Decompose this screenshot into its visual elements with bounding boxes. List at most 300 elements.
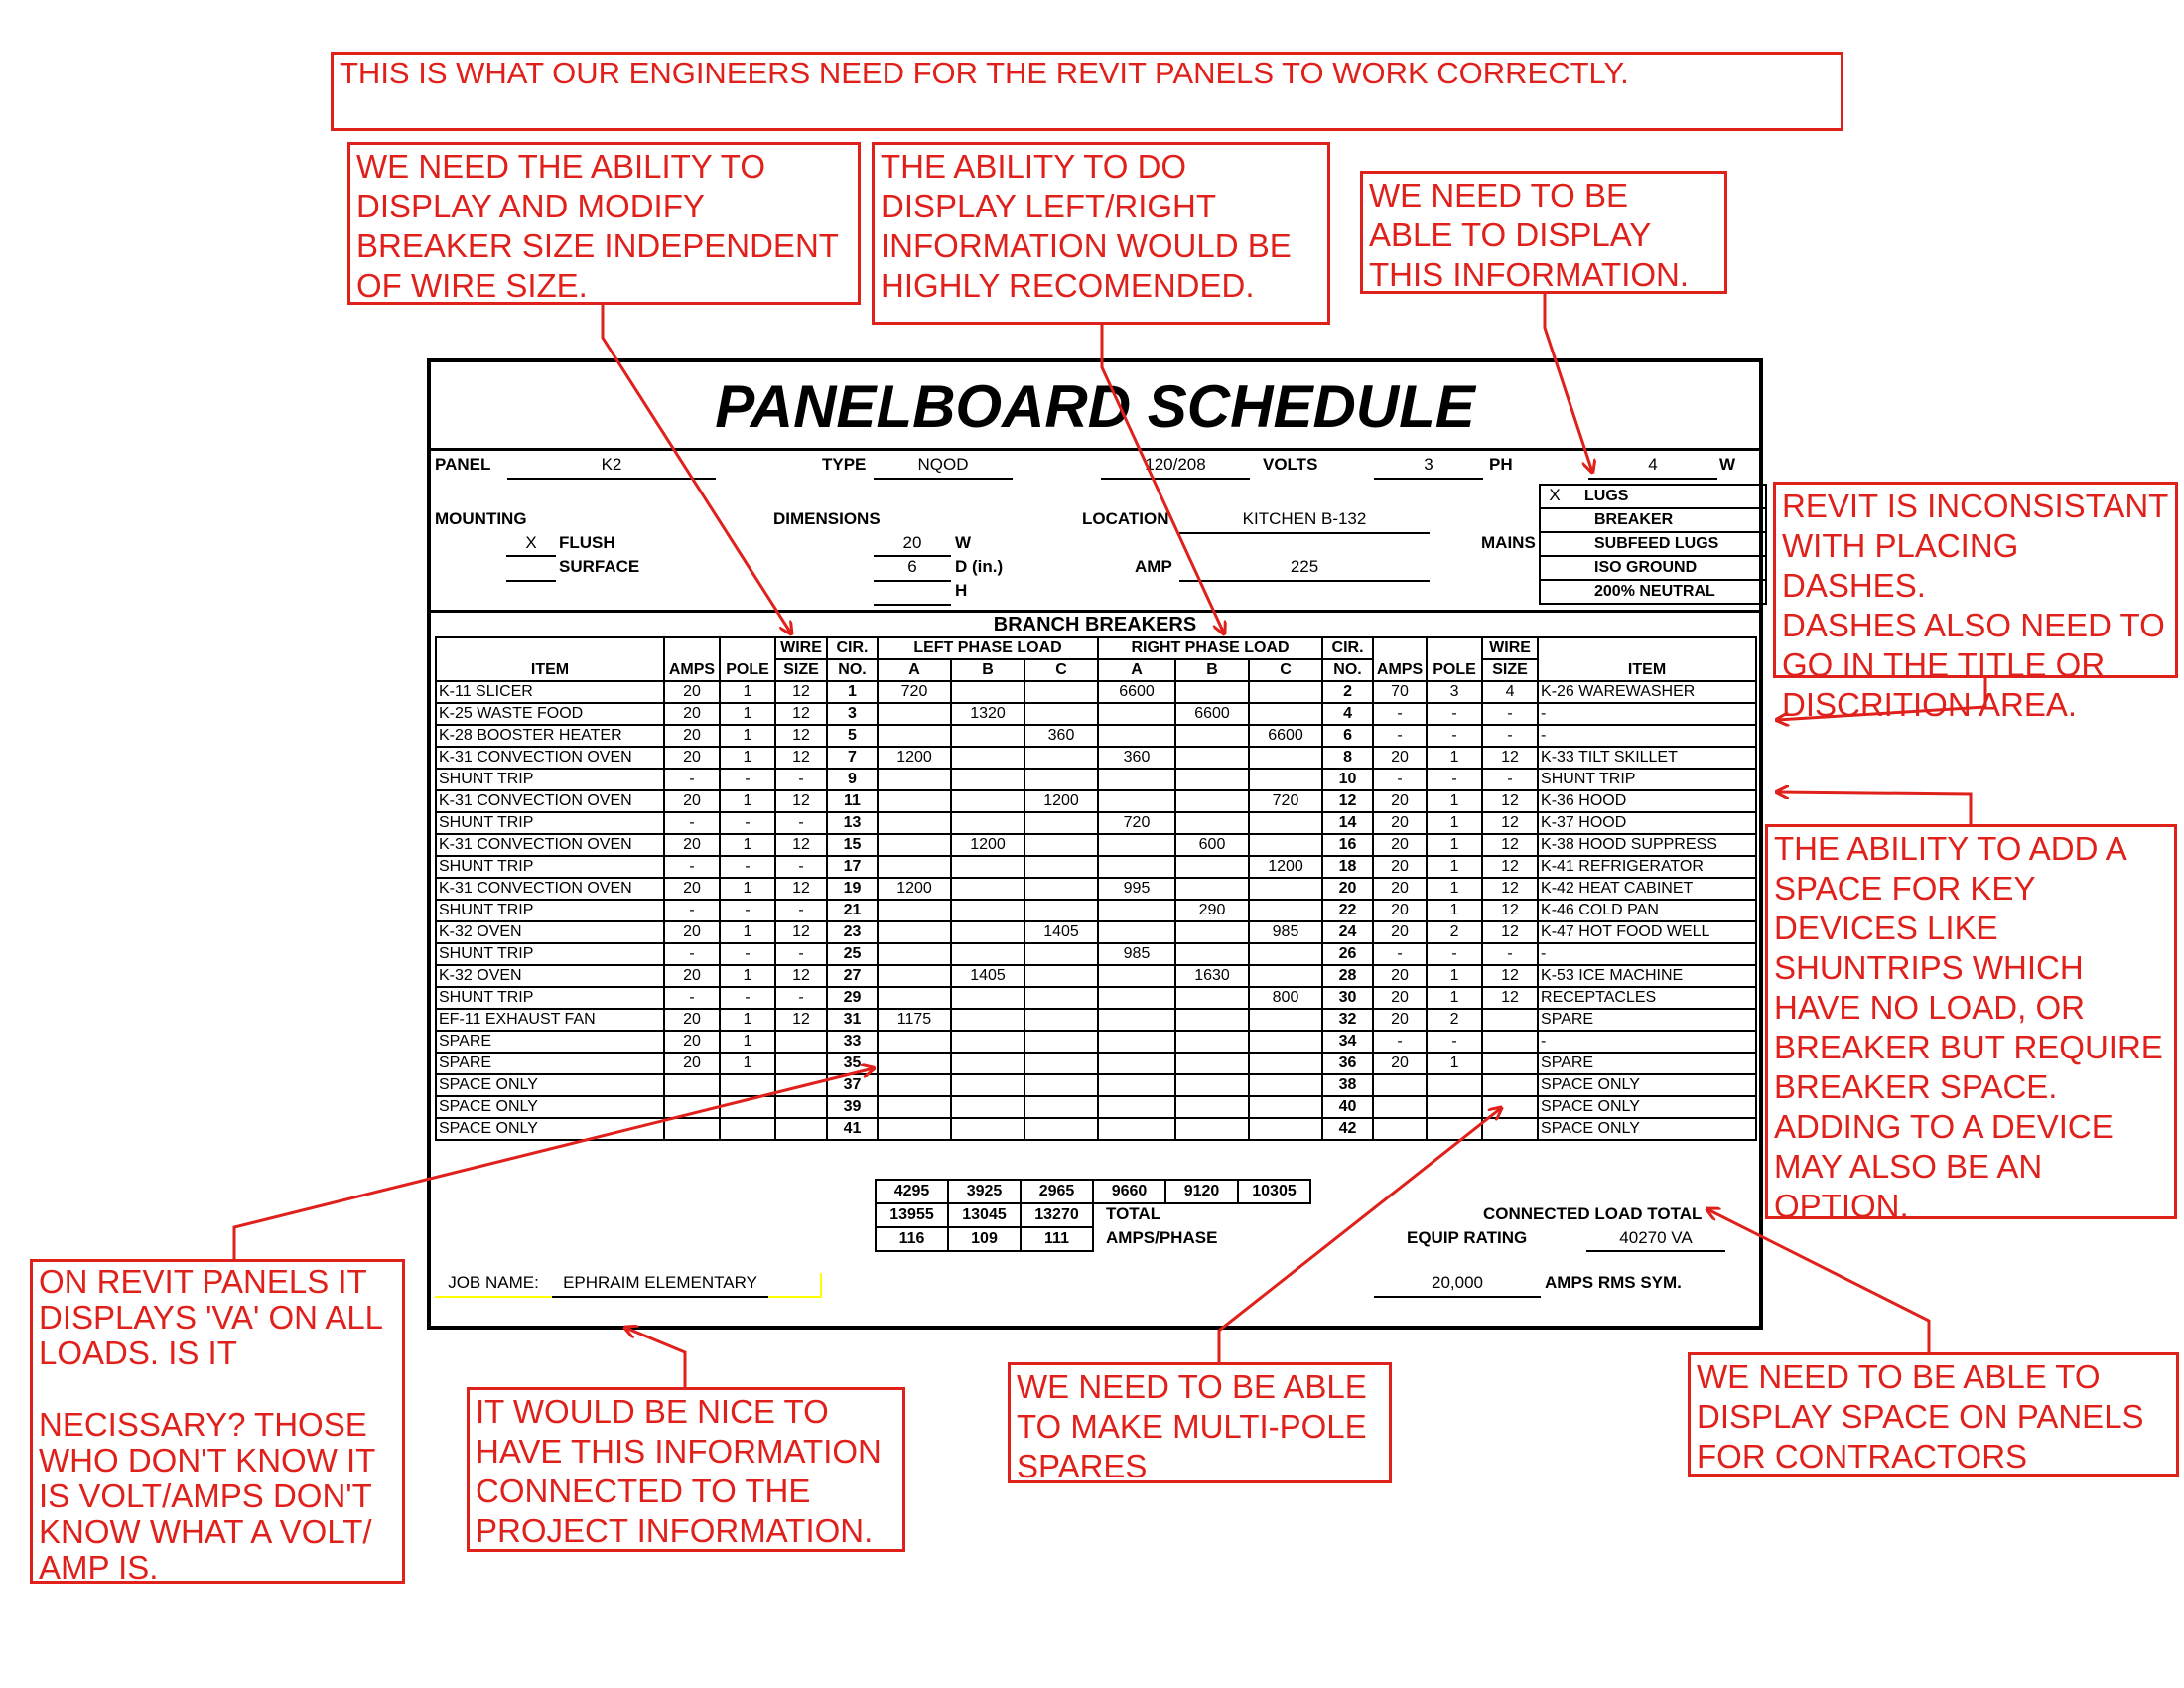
cell-item-left: K-11 SLICER: [436, 681, 664, 703]
cell-item-right: -: [1538, 943, 1756, 965]
cell-amps-left: -: [664, 943, 720, 965]
cell-wire-right: -: [1482, 703, 1538, 725]
col-wire-left: WIRE: [775, 637, 827, 659]
arrow-multipole: [1219, 1108, 1501, 1362]
total-a: 13955: [876, 1203, 948, 1227]
cell-amps-left: 20: [664, 747, 720, 769]
cell-pole-right: -: [1427, 769, 1482, 790]
cell-wire-left: -: [775, 812, 827, 834]
cell-amps-right: -: [1373, 769, 1427, 790]
cell-cir-left: 19: [827, 878, 878, 900]
mains-option-200-neutral: 200% NEUTRAL: [1594, 583, 1715, 600]
cell-wire-left: 12: [775, 790, 827, 812]
cell-pole-left: 1: [720, 703, 775, 725]
cell-wire-left: -: [775, 943, 827, 965]
cell-amps-left: 20: [664, 1053, 720, 1074]
cell-pole-right: 1: [1427, 987, 1482, 1009]
cell-cir-left: 41: [827, 1118, 878, 1140]
cell-amps-right: 20: [1373, 965, 1427, 987]
cell-item-right: RECEPTACLES: [1538, 987, 1756, 1009]
cell-pole-right: 1: [1427, 812, 1482, 834]
arrow-dashes: [1777, 678, 1985, 720]
cell-cir-left: 7: [827, 747, 878, 769]
cell-item-right: K-26 WAREWASHER: [1538, 681, 1756, 703]
cell-wire-right: 12: [1482, 900, 1538, 921]
cell-item-left: SHUNT TRIP: [436, 943, 664, 965]
cell-pole-left: 1: [720, 834, 775, 856]
cell-amps-left: 20: [664, 1009, 720, 1031]
cell-cir-right: 40: [1322, 1096, 1373, 1118]
cell-item-right: K-33 TILT SKILLET: [1538, 747, 1756, 769]
cell-wire-left: -: [775, 987, 827, 1009]
cell-amps-left: -: [664, 900, 720, 921]
cell-right-c: 800: [1249, 987, 1322, 1009]
cell-item-right: SPACE ONLY: [1538, 1096, 1756, 1118]
cell-amps-left: 20: [664, 1031, 720, 1053]
cell-amps-left: 20: [664, 703, 720, 725]
mains-mark: X: [1549, 486, 1561, 504]
col-pole-right: POLE: [1427, 637, 1482, 681]
cell-wire-left: 12: [775, 747, 827, 769]
cell-amps-right: -: [1373, 1031, 1427, 1053]
job-name-value: EPHRAIM ELEMENTARY: [563, 1273, 757, 1292]
cell-amps-left: 20: [664, 921, 720, 943]
col-left-phase-load: LEFT PHASE LOAD: [878, 637, 1098, 659]
cell-cir-left: 39: [827, 1096, 878, 1118]
cell-amps-right: 20: [1373, 1009, 1427, 1031]
cell-cir-left: 25: [827, 943, 878, 965]
cell-wire-left: 12: [775, 725, 827, 747]
cell-left-a: 1200: [878, 878, 951, 900]
cell-amps-left: 20: [664, 834, 720, 856]
cell-amps-right: 20: [1373, 987, 1427, 1009]
cell-cir-left: 33: [827, 1031, 878, 1053]
cell-left-b: 1320: [951, 703, 1024, 725]
col-cir-left: CIR.: [827, 637, 878, 659]
cell-pole-left: 1: [720, 1009, 775, 1031]
cell-pole-left: -: [720, 812, 775, 834]
cell-amps-left: -: [664, 987, 720, 1009]
cell-cir-left: 35: [827, 1053, 878, 1074]
cell-pole-left: 1: [720, 725, 775, 747]
cell-item-right: -: [1538, 703, 1756, 725]
cell-item-right: -: [1538, 725, 1756, 747]
cell-right-b: 6600: [1175, 703, 1249, 725]
total-right-a: 9660: [1093, 1180, 1165, 1203]
cell-item-left: SPARE: [436, 1053, 664, 1074]
note-multipole: WE NEED TO BE ABLE TO MAKE MULTI-POLE SPARES: [1008, 1362, 1392, 1483]
cell-wire-left: -: [775, 769, 827, 790]
cell-left-c: 1405: [1024, 921, 1098, 943]
col-size-left: SIZE: [775, 659, 827, 681]
cell-pole-left: 1: [720, 1031, 775, 1053]
cell-wire-left: 12: [775, 1009, 827, 1031]
note-project-info: IT WOULD BE NICE TO HAVE THIS INFORMATION CONNECTED TO THE PROJECT INFORMATION.: [467, 1387, 905, 1552]
cell-item-right: SPACE ONLY: [1538, 1074, 1756, 1096]
cell-wire-left: 12: [775, 965, 827, 987]
cell-right-b: 290: [1175, 900, 1249, 921]
cell-pole-right: 1: [1427, 790, 1482, 812]
cell-wire-left: -: [775, 856, 827, 878]
cell-right-a: 6600: [1098, 681, 1175, 703]
cell-cir-left: 1: [827, 681, 878, 703]
total-c: 13270: [1021, 1203, 1093, 1227]
arrow-project: [625, 1328, 685, 1387]
cell-cir-right: 2: [1322, 681, 1373, 703]
cell-cir-right: 22: [1322, 900, 1373, 921]
cell-cir-right: 34: [1322, 1031, 1373, 1053]
mains-label: MAINS: [1481, 533, 1536, 552]
cell-pole-right: 2: [1427, 921, 1482, 943]
cell-cir-left: 3: [827, 703, 878, 725]
cell-item-left: EF-11 EXHAUST FAN: [436, 1009, 664, 1031]
cell-wire-right: -: [1482, 725, 1538, 747]
cell-cir-left: 11: [827, 790, 878, 812]
cell-item-left: SPARE: [436, 1031, 664, 1053]
cell-amps-right: 20: [1373, 834, 1427, 856]
cell-item-right: K-46 COLD PAN: [1538, 900, 1756, 921]
cell-amps-left: 20: [664, 681, 720, 703]
col-right-a: A: [1098, 659, 1175, 681]
volts-value: 120/208: [1145, 455, 1206, 474]
cell-item-left: SPACE ONLY: [436, 1074, 664, 1096]
cell-right-b: 600: [1175, 834, 1249, 856]
job-name-label: JOB NAME:: [448, 1273, 539, 1292]
mains-option-iso-ground: ISO GROUND: [1541, 557, 1765, 581]
location-label: LOCATION: [1082, 509, 1169, 528]
type-label: TYPE: [822, 455, 867, 474]
cell-right-c: 985: [1249, 921, 1322, 943]
col-no-left: NO.: [827, 659, 878, 681]
cell-wire-right: 12: [1482, 878, 1538, 900]
cell-item-right: K-42 HEAT CABINET: [1538, 878, 1756, 900]
cell-item-left: SHUNT TRIP: [436, 812, 664, 834]
cell-cir-left: 21: [827, 900, 878, 921]
cell-wire-right: 12: [1482, 965, 1538, 987]
cell-pole-left: 1: [720, 878, 775, 900]
cell-amps-right: 70: [1373, 681, 1427, 703]
cell-item-right: K-37 HOOD: [1538, 812, 1756, 834]
rms-label: AMPS RMS SYM.: [1545, 1273, 1682, 1292]
cell-cir-right: 12: [1322, 790, 1373, 812]
dim-d-value: 6: [907, 557, 917, 576]
flush-mark: X: [525, 533, 537, 552]
cell-pole-left: -: [720, 987, 775, 1009]
cell-pole-right: 1: [1427, 747, 1482, 769]
total-right-b: 9120: [1165, 1180, 1238, 1203]
cell-item-right: K-38 HOOD SUPPRESS: [1538, 834, 1756, 856]
cell-amps-right: 20: [1373, 921, 1427, 943]
cell-left-a: 1175: [878, 1009, 951, 1031]
cell-pole-right: 1: [1427, 965, 1482, 987]
cell-pole-right: -: [1427, 1031, 1482, 1053]
cell-amps-right: 20: [1373, 856, 1427, 878]
arrow-va: [234, 1068, 874, 1259]
cell-pole-right: 2: [1427, 1009, 1482, 1031]
cell-item-left: K-31 CONVECTION OVEN: [436, 747, 664, 769]
cell-pole-left: 1: [720, 921, 775, 943]
cell-item-right: SPARE: [1538, 1009, 1756, 1031]
cell-pole-left: -: [720, 856, 775, 878]
cell-wire-right: 12: [1482, 987, 1538, 1009]
cell-cir-right: 28: [1322, 965, 1373, 987]
cell-item-left: SPACE ONLY: [436, 1096, 664, 1118]
cell-cir-right: 36: [1322, 1053, 1373, 1074]
arrow-space: [1707, 1209, 1929, 1352]
cell-left-b: 1200: [951, 834, 1024, 856]
cell-pole-right: -: [1427, 725, 1482, 747]
note-display-info: WE NEED TO BE ABLE TO DISPLAY THIS INFORMATION.: [1360, 171, 1727, 294]
cell-cir-left: 9: [827, 769, 878, 790]
cell-pole-left: 1: [720, 965, 775, 987]
wire-value: 4: [1648, 455, 1658, 474]
mains-option-breaker: BREAKER: [1541, 509, 1765, 533]
cell-amps-right: 20: [1373, 878, 1427, 900]
cell-left-b: 1405: [951, 965, 1024, 987]
col-left-c: C: [1024, 659, 1098, 681]
col-amps-left: AMPS: [664, 637, 720, 681]
rms-value: 20,000: [1432, 1273, 1483, 1292]
cell-item-right: K-41 REFRIGERATOR: [1538, 856, 1756, 878]
cell-cir-right: 32: [1322, 1009, 1373, 1031]
col-right-c: C: [1249, 659, 1322, 681]
amps-phase-a: 116: [876, 1227, 948, 1251]
col-no-right: NO.: [1322, 659, 1373, 681]
cell-item-right: SPARE: [1538, 1053, 1756, 1074]
note-dashes: REVIT IS INCONSISTANT WITH PLACING DASHES. DASHES ALSO NEED TO GO IN THE TITLE OR DISCRITION AREA.: [1773, 482, 2178, 678]
cell-item-right: K-47 HOT FOOD WELL: [1538, 921, 1756, 943]
cell-item-left: SHUNT TRIP: [436, 987, 664, 1009]
flush-label: FLUSH: [559, 533, 615, 552]
cell-wire-right: 12: [1482, 747, 1538, 769]
total-left-c: 2965: [1021, 1180, 1093, 1203]
col-item-left: ITEM: [436, 637, 664, 681]
amp-label: AMP: [1135, 557, 1172, 576]
amps-phase-label: AMPS/PHASE: [1106, 1228, 1218, 1247]
cell-right-a: 360: [1098, 747, 1175, 769]
cell-wire-left: 12: [775, 921, 827, 943]
cell-left-a: 1200: [878, 747, 951, 769]
col-item-right: ITEM: [1538, 637, 1756, 681]
cell-amps-right: 20: [1373, 1053, 1427, 1074]
cell-wire-right: 12: [1482, 921, 1538, 943]
cell-cir-right: 6: [1322, 725, 1373, 747]
total-left-b: 3925: [948, 1180, 1021, 1203]
equip-rating-label: EQUIP RATING: [1407, 1228, 1528, 1247]
cell-cir-right: 10: [1322, 769, 1373, 790]
volts-label: VOLTS: [1263, 455, 1318, 474]
cell-cir-left: 17: [827, 856, 878, 878]
mains-option-subfeed-lugs: SUBFEED LUGS: [1541, 533, 1765, 557]
cell-pole-left: 1: [720, 1053, 775, 1074]
total-label: TOTAL: [1106, 1204, 1161, 1223]
cell-item-right: K-53 ICE MACHINE: [1538, 965, 1756, 987]
location-value: KITCHEN B-132: [1242, 509, 1367, 528]
cell-cir-right: 30: [1322, 987, 1373, 1009]
dim-w-value: 20: [902, 533, 922, 552]
amps-phase-b: 109: [948, 1227, 1021, 1251]
dim-h-label: H: [955, 581, 968, 600]
cell-wire-left: -: [775, 900, 827, 921]
connected-load-value: 40270 VA: [1619, 1228, 1693, 1247]
cell-item-left: K-31 CONVECTION OVEN: [436, 790, 664, 812]
cell-wire-right: 12: [1482, 812, 1538, 834]
cell-cir-left: 37: [827, 1074, 878, 1096]
cell-pole-right: 3: [1427, 681, 1482, 703]
surface-label: SURFACE: [559, 557, 640, 576]
panel-value: K2: [601, 455, 622, 474]
cell-cir-left: 15: [827, 834, 878, 856]
cell-pole-left: -: [720, 943, 775, 965]
dim-w-label: W: [955, 533, 972, 552]
cell-wire-right: -: [1482, 769, 1538, 790]
cell-left-c: 1200: [1024, 790, 1098, 812]
cell-item-left: SPACE ONLY: [436, 1118, 664, 1140]
cell-amps-left: 20: [664, 878, 720, 900]
cell-amps-left: 20: [664, 725, 720, 747]
cell-left-a: 720: [878, 681, 951, 703]
cell-right-a: 720: [1098, 812, 1175, 834]
cell-item-left: K-31 CONVECTION OVEN: [436, 834, 664, 856]
cell-cir-right: 26: [1322, 943, 1373, 965]
cell-wire-right: 12: [1482, 790, 1538, 812]
col-right-phase-load: RIGHT PHASE LOAD: [1098, 637, 1322, 659]
cell-wire-right: 4: [1482, 681, 1538, 703]
cell-cir-left: 31: [827, 1009, 878, 1031]
col-pole-left: POLE: [720, 637, 775, 681]
cell-right-c: 720: [1249, 790, 1322, 812]
cell-right-b: 1630: [1175, 965, 1249, 987]
cell-cir-right: 38: [1322, 1074, 1373, 1096]
total-right-c: 10305: [1238, 1180, 1310, 1203]
total-b: 13045: [948, 1203, 1021, 1227]
connected-load-label: CONNECTED LOAD TOTAL: [1483, 1204, 1703, 1223]
cell-pole-left: 1: [720, 790, 775, 812]
cell-item-right: SHUNT TRIP: [1538, 769, 1756, 790]
phase-label: PH: [1489, 455, 1513, 474]
cell-pole-left: -: [720, 769, 775, 790]
cell-amps-left: -: [664, 856, 720, 878]
cell-cir-left: 23: [827, 921, 878, 943]
note-breaker-size: WE NEED THE ABILITY TO DISPLAY AND MODIFY BREAKER SIZE INDEPENDENT OF WIRE SIZE.: [347, 142, 861, 305]
note-key-devices: THE ABILITY TO ADD A SPACE FOR KEY DEVICES LIKE SHUNTRIPS WHICH HAVE NO LOAD, OR BREAKER BUT REQUIRE BREAKER SPACE. ADDING TO A DEVICE MAY ALSO BE AN OPTION.: [1765, 824, 2177, 1219]
cell-cir-left: 29: [827, 987, 878, 1009]
cell-amps-left: -: [664, 769, 720, 790]
cell-pole-left: 1: [720, 747, 775, 769]
phase-value: 3: [1424, 455, 1433, 474]
cell-item-right: -: [1538, 1031, 1756, 1053]
cell-cir-right: 16: [1322, 834, 1373, 856]
cell-item-left: K-32 OVEN: [436, 965, 664, 987]
cell-right-a: 995: [1098, 878, 1175, 900]
cell-item-right: SPACE ONLY: [1538, 1118, 1756, 1140]
cell-cir-left: 5: [827, 725, 878, 747]
cell-right-c: 1200: [1249, 856, 1322, 878]
cell-pole-right: 1: [1427, 1053, 1482, 1074]
col-wire-right: WIRE: [1482, 637, 1538, 659]
amp-value: 225: [1290, 557, 1319, 576]
dim-d-label: D (in.): [955, 557, 1004, 576]
cell-pole-left: -: [720, 900, 775, 921]
cell-item-left: SHUNT TRIP: [436, 769, 664, 790]
cell-amps-right: 20: [1373, 747, 1427, 769]
type-value: NQOD: [917, 455, 969, 474]
dimensions-label: DIMENSIONS: [773, 509, 881, 528]
col-amps-right: AMPS: [1373, 637, 1427, 681]
cell-item-left: K-28 BOOSTER HEATER: [436, 725, 664, 747]
mounting-label: MOUNTING: [435, 509, 527, 528]
cell-cir-left: 13: [827, 812, 878, 834]
arrow-key-devices: [1777, 792, 1971, 824]
note-space: WE NEED TO BE ABLE TO DISPLAY SPACE ON PANELS FOR CONTRACTORS: [1688, 1352, 2179, 1477]
cell-item-left: K-25 WASTE FOOD: [436, 703, 664, 725]
wire-label: W: [1719, 455, 1736, 474]
cell-pole-left: 1: [720, 681, 775, 703]
cell-amps-right: -: [1373, 703, 1427, 725]
cell-wire-right: 12: [1482, 834, 1538, 856]
mains-option-lugs: LUGS: [1541, 486, 1765, 509]
cell-cir-right: 8: [1322, 747, 1373, 769]
cell-amps-right: 20: [1373, 812, 1427, 834]
cell-item-left: K-32 OVEN: [436, 921, 664, 943]
cell-amps-left: -: [664, 812, 720, 834]
arrow-left-right: [1102, 325, 1224, 633]
cell-wire-right: 12: [1482, 856, 1538, 878]
cell-cir-right: 24: [1322, 921, 1373, 943]
arrow-display-info: [1545, 294, 1592, 472]
panel-title: PANELBOARD SCHEDULE: [715, 373, 1475, 440]
cell-item-left: SHUNT TRIP: [436, 900, 664, 921]
cell-cir-right: 42: [1322, 1118, 1373, 1140]
amps-phase-c: 111: [1021, 1227, 1093, 1251]
cell-pole-right: 1: [1427, 878, 1482, 900]
col-left-a: A: [878, 659, 951, 681]
note-left-right: THE ABILITY TO DO DISPLAY LEFT/RIGHT INFORMATION WOULD BE HIGHLY RECOMENDED.: [872, 142, 1330, 325]
col-left-b: B: [951, 659, 1024, 681]
cell-item-left: SHUNT TRIP: [436, 856, 664, 878]
note-top: THIS IS WHAT OUR ENGINEERS NEED FOR THE REVIT PANELS TO WORK CORRECTLY.: [331, 52, 1843, 131]
arrow-breaker-size: [603, 305, 791, 633]
cell-pole-right: 1: [1427, 900, 1482, 921]
branch-breakers-title: BRANCH BREAKERS: [993, 614, 1197, 635]
panel-label: PANEL: [435, 455, 491, 474]
cell-pole-right: 1: [1427, 834, 1482, 856]
cell-pole-right: 1: [1427, 856, 1482, 878]
cell-amps-right: 20: [1373, 790, 1427, 812]
cell-wire-left: 12: [775, 834, 827, 856]
col-cir-right: CIR.: [1322, 637, 1373, 659]
cell-cir-right: 18: [1322, 856, 1373, 878]
cell-cir-right: 4: [1322, 703, 1373, 725]
cell-amps-right: -: [1373, 725, 1427, 747]
cell-pole-right: -: [1427, 943, 1482, 965]
cell-cir-right: 14: [1322, 812, 1373, 834]
cell-wire-left: 12: [775, 878, 827, 900]
cell-amps-left: 20: [664, 790, 720, 812]
cell-cir-left: 27: [827, 965, 878, 987]
col-size-right: SIZE: [1482, 659, 1538, 681]
cell-cir-right: 20: [1322, 878, 1373, 900]
cell-amps-right: 20: [1373, 900, 1427, 921]
cell-left-c: 360: [1024, 725, 1098, 747]
cell-amps-right: -: [1373, 943, 1427, 965]
col-right-b: B: [1175, 659, 1249, 681]
note-va: ON REVIT PANELS IT DISPLAYS 'VA' ON ALL LOADS. IS IT NECISSARY? THOSE WHO DON'T KNOW IT IS VOLT/AMPS DON'T KNOW WHAT A VOLT/ AMP IS.: [30, 1259, 405, 1584]
cell-amps-left: 20: [664, 965, 720, 987]
cell-item-left: K-31 CONVECTION OVEN: [436, 878, 664, 900]
cell-wire-left: 12: [775, 681, 827, 703]
cell-wire-right: -: [1482, 943, 1538, 965]
